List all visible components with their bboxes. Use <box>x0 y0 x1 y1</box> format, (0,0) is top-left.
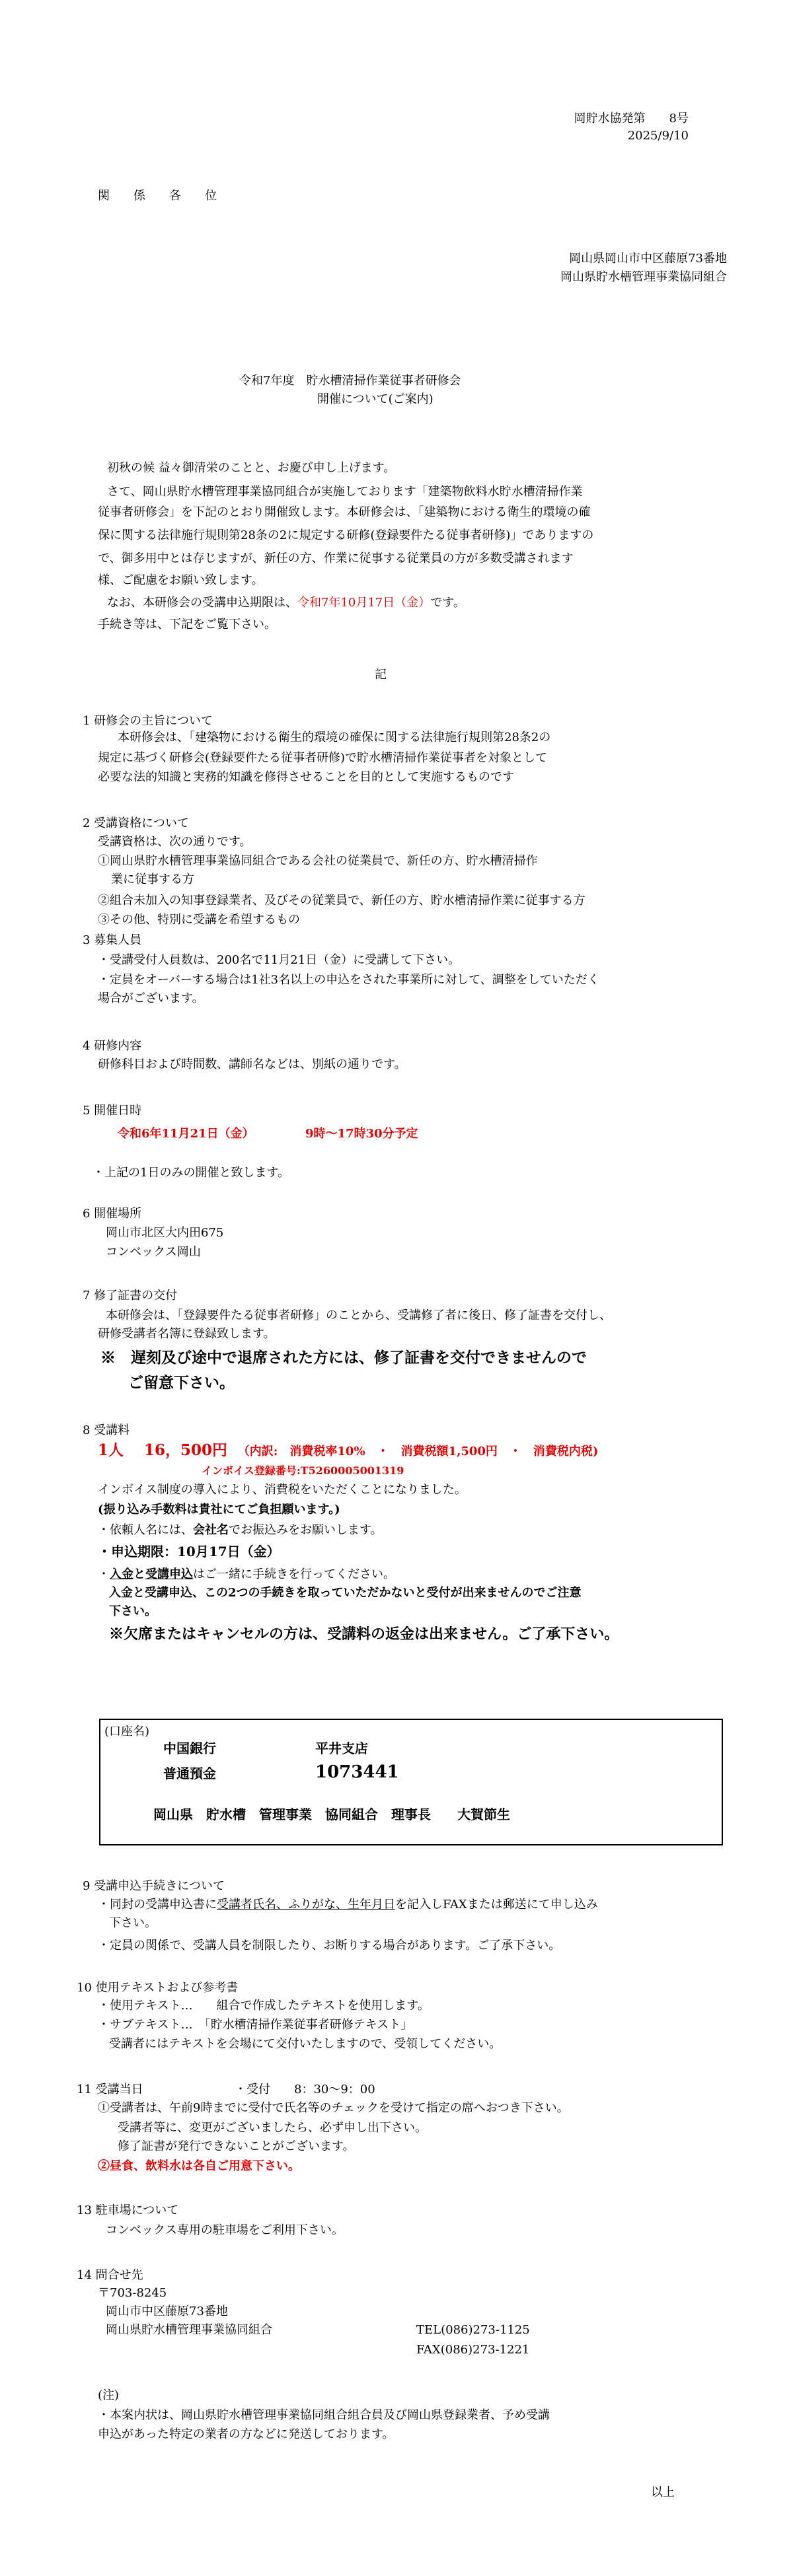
venue-address: 岡山市北区大内田675 <box>106 1226 224 1240</box>
section-text: 規定に基づく研修会(登録要件たる従事者研修)で貯水槽清掃作業従事者を対象として <box>98 751 548 765</box>
section-text: 修了証書が発行できないことがございます。 <box>118 2139 355 2153</box>
event-time: 9時～17時30分予定 <box>305 1127 418 1141</box>
section-text: 研修受講者名簿に登録致します。 <box>98 1327 276 1341</box>
section-text: インボイス制度の導入により、消費税をいただくことになりました。 <box>98 1483 467 1497</box>
section-text <box>98 1522 383 1538</box>
refund-warning: ※欠席またはキャンセルの方は、受講料の返金は出来ません。ご了承下さい。 <box>109 1626 619 1643</box>
fee-detail: （内訳: 消費税率10% ・ 消費税額1,500円 ・ 消費税内税) <box>237 1445 599 1458</box>
section-text: を記入しFAXまたは郵送にて申し込み <box>395 1898 598 1912</box>
section-text: でお振込みをお願いします。 <box>229 1523 383 1537</box>
section-text: ・同封の受講申込書に <box>98 1898 217 1912</box>
section-text: ・入金と受講申込はご一緒に手続きを行ってください。 <box>98 1567 395 1581</box>
intro-line: 保に関する法律施行規則第28条の2に規定する研修(登録要件たる従事者研修)」でありますの <box>98 528 594 542</box>
intro-line: さて、岡山県貯水槽管理事業協同組合が実施しております「建築物飲料水貯水槽清掃作業 <box>107 485 583 499</box>
section-heading: 2 受講資格について <box>83 816 189 830</box>
recipient: 関 係 各 位 <box>98 189 217 203</box>
fee-line <box>98 1440 598 1460</box>
event-date: 令和6年11月21日（金） <box>118 1127 254 1141</box>
note-text: ・本案内状は、岡山県貯水槽管理事業協同組合組合員及び岡山県登録業者、予め受講 <box>98 2408 550 2422</box>
section-text: 受講資格は、次の通りです。 <box>98 835 252 849</box>
certificate-warning: ※ 遅刻及び途中で退席された方には、修了証書を交付できませんので <box>100 1349 587 1367</box>
invoice-number: インボイス登録番号:T5260005001319 <box>202 1464 404 1477</box>
section-heading: 10 使用テキストおよび参考書 <box>77 1981 239 1995</box>
section-text: と <box>133 1567 145 1581</box>
section-text: 場合がございます。 <box>98 991 204 1005</box>
section-text: ②組合未加入の知事登録業者、及びその従業員で、新任の方、貯水槽清掃作業に従事する方 <box>98 894 585 908</box>
title-line2: 開催について(ご案内) <box>317 392 434 406</box>
section-text: ・依頼人名には、 <box>98 1523 193 1537</box>
sender-org: 岡山県貯水槽管理事業協同組合 <box>560 270 727 284</box>
section-heading: 13 駐車場について <box>77 2203 179 2217</box>
section-text: 本研修会は、「登録要件たる従事者研修」のことから、受講修了者に後日、修了証書を交付し、 <box>106 1308 611 1322</box>
account-holder: 岡山県 貯水槽 管理事業 協同組合 理事長 大賀節生 <box>153 1807 510 1822</box>
account-label: (口座名) <box>104 1725 150 1738</box>
section-text: 受講者にはテキストを会場にて交付いたしますので、受領してください。 <box>109 2037 502 2051</box>
closing-mark: 以上 <box>651 2486 675 2499</box>
intro-line: 従事者研修会」を下記のとおり開催致します。本研修会は、「建築物における衛生的環境の確 <box>98 505 591 519</box>
contact-org: 岡山県貯水槽管理事業協同組合 <box>106 2323 272 2337</box>
intro-line: で、御多用中とは存じますが、新任の方、作業に従事する従業員の方が多数受講されます <box>98 552 574 565</box>
section-heading: 4 研修内容 <box>83 1039 142 1053</box>
section-heading: 8 受講料 <box>83 1423 130 1437</box>
section-heading: 14 問合せ先 <box>77 2268 143 2282</box>
venue-name: コンベックス岡山 <box>106 1245 201 1259</box>
account-type: 普通預金 <box>163 1766 216 1781</box>
contact-postal: 〒703-8245 <box>98 2286 167 2300</box>
intro-line: 様、ご配慮をお願い致します。 <box>98 573 264 587</box>
sender-address: 岡山県岡山市中区藤原73番地 <box>569 252 727 266</box>
section-text: 本研修会は、「建築物における衛生的環境の確保に関する法律施行規則第28条2の <box>118 731 551 744</box>
section-text: ・受講受付人員数は、200名で11月21日（金）に受講して下さい。 <box>98 953 461 967</box>
section-text: 下さい。 <box>109 1916 157 1930</box>
section-text: 業に従事する方 <box>111 873 194 886</box>
section-text: ・上記の1日のみの開催と致します。 <box>93 1166 290 1180</box>
bank-name: 中国銀行 <box>163 1740 216 1756</box>
contact-tel: TEL(086)273-1125 <box>416 2323 530 2337</box>
section-text: 研修科目および時間数、講師名などは、別紙の通りです。 <box>98 1057 406 1071</box>
section-text: 受講者氏名、ふりがな、生年月日 <box>217 1898 395 1912</box>
section-text: ・定員の関係で、受講人員を制限したり、お断りする場合があります。ご了承下さい。 <box>98 1939 561 1952</box>
section-heading: 6 開催場所 <box>83 1207 142 1221</box>
bank-account-box <box>99 1719 723 1845</box>
section-text: はご一緒に手続きを行ってください。 <box>193 1567 395 1581</box>
deadline-post: です。 <box>430 596 465 610</box>
ki-mark: 記 <box>375 668 387 682</box>
section-heading: 1 研修会の主旨について <box>83 714 213 728</box>
application-deadline: ・申込期限：10月17日（金） <box>98 1544 280 1559</box>
fee-amount: 1人 16，500円 <box>98 1441 228 1459</box>
section-text <box>98 1897 598 1913</box>
section-heading: 9 受講申込手続きについて <box>83 1879 225 1893</box>
contact-address: 岡山市中区藤原73番地 <box>106 2305 228 2318</box>
deadline-date: 令和7年10月17日（金） <box>297 596 431 610</box>
section-heading: 7 修了証書の交付 <box>83 1289 178 1303</box>
section-heading: 5 開催日時 <box>83 1104 142 1118</box>
section-text: 入金 <box>110 1567 133 1581</box>
section-text: ・サブテキスト… 「貯水槽清掃作業従事者研修テキスト」 <box>98 2018 413 2032</box>
section-text: 入金と受講申込、この2つの手続きを取っていただかないと受付が出来ませんのでご注意 <box>109 1586 582 1600</box>
lunch-notice: ②昼食、飲料水は各自ご用意下さい。 <box>98 2159 300 2173</box>
title-line1: 令和7年度 貯水槽清掃作業従事者研修会 <box>239 374 461 388</box>
section-text: コンベックス専用の駐車場をご利用下さい。 <box>106 2223 344 2237</box>
section-text: 必要な法的知識と実務的知識を修得させることを目的として実施するものです <box>98 770 514 784</box>
account-number: 1073441 <box>315 1762 399 1782</box>
section-text: (振り込み手数料は貴社にてご負担願います。) <box>98 1503 340 1517</box>
intro-greeting: 初秋の候 益々御清栄のことと、お慶び申し上げます。 <box>107 461 396 475</box>
section-text: ・使用テキスト… 組合で作成したテキストを使用します。 <box>98 1999 430 2013</box>
section-text: ③その他、特別に受講を希望するもの <box>98 913 300 927</box>
note-text: 申込があった特定の業者の方などに発送しております。 <box>98 2427 395 2441</box>
section-heading: 3 募集人員 <box>83 933 142 947</box>
section-text: 会社名 <box>193 1523 229 1537</box>
section-text: ①岡山県貯水槽管理事業協同組合である会社の従業員で、新任の方、貯水槽清掃作 <box>98 854 538 868</box>
section-text: 下さい。 <box>109 1604 157 1618</box>
deadline-pre: なお、本研修会の受講申込期限は、 <box>107 596 297 610</box>
section-text: ①受講者は、午前9時までに受付で氏名等のチェックを受けて指定の席へおつき下さい。 <box>98 2101 569 2115</box>
reception-time: ・受付 8：30～9：00 <box>235 2083 375 2096</box>
bank-branch: 平井支店 <box>315 1740 368 1756</box>
doc-number: 岡貯水協発第 8号 <box>574 112 689 125</box>
contact-fax: FAX(086)273-1221 <box>416 2343 530 2357</box>
deadline-sentence <box>107 595 465 611</box>
section-text: ・定員をオーバーする場合は1社3名以上の申込をされた事業所に対して、調整をしていただく <box>98 973 599 987</box>
doc-date: 2025/9/10 <box>627 129 689 143</box>
section-text: 受講者等に、変更がございましたら、必ず申し出下さい。 <box>118 2121 427 2135</box>
section-text: 受講申込 <box>145 1567 193 1581</box>
section-heading: 11 受講当日 <box>77 2083 143 2096</box>
intro-line: 手続き等は、下記をご覧下さい。 <box>98 618 276 631</box>
certificate-warning: ご留意下さい。 <box>128 1374 235 1392</box>
note-heading: (注) <box>98 2388 120 2402</box>
